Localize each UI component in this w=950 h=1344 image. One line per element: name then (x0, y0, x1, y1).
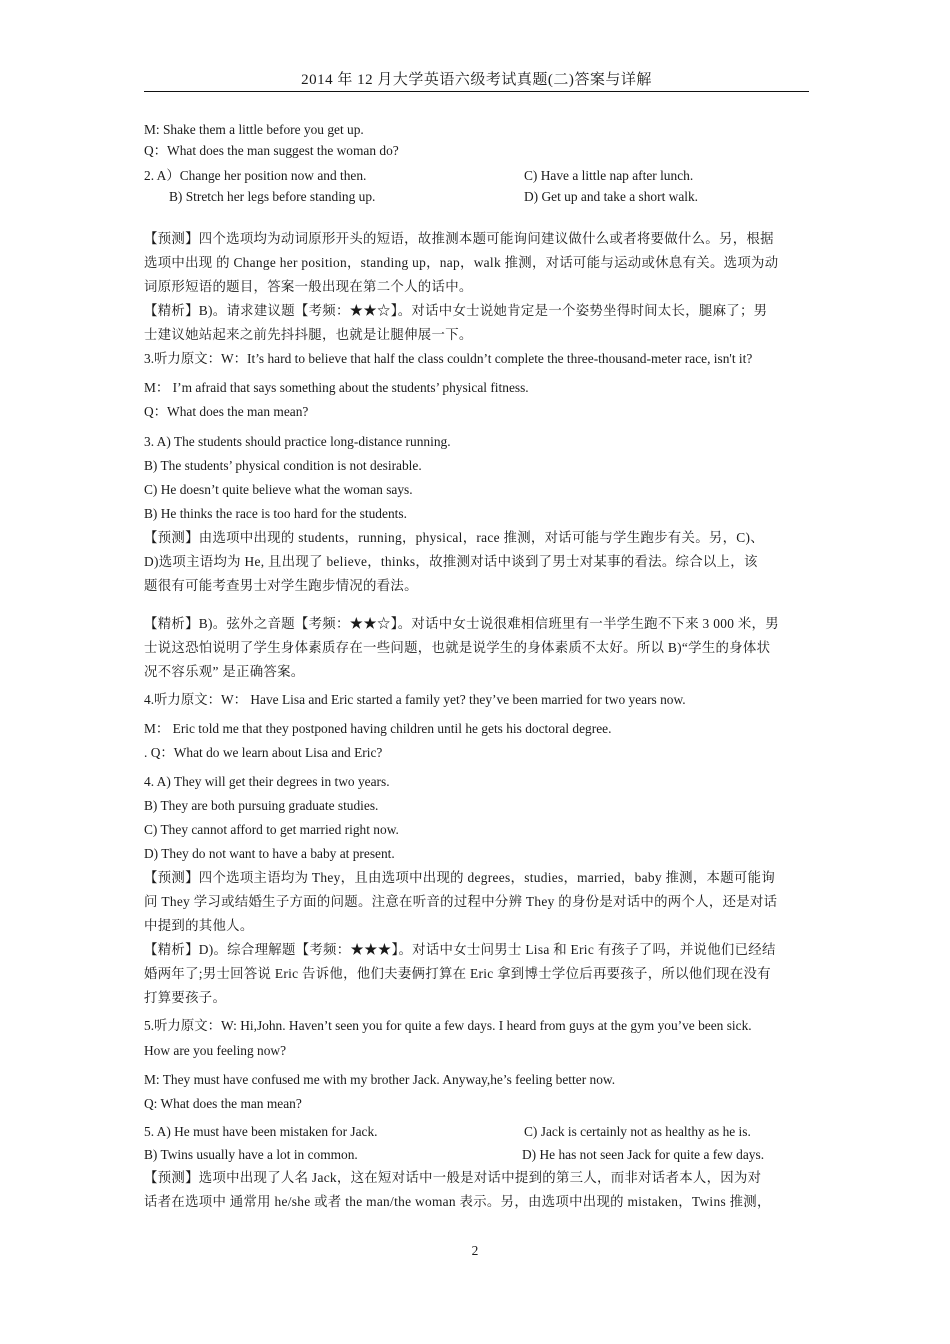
prediction-paragraph: 【预测】四个选项均为动词原形开头的短语，故推测本题可能询问建议做什么或者将要做什么。另，根据 (144, 231, 774, 246)
transcript-line: 3.听力原文：W：It’s hard to believe that half the class couldn’t complete the three-thousand-meter race, isn't it? (144, 351, 753, 366)
option-c: C) They cannot afford to get married right now. (144, 822, 399, 837)
prediction-paragraph: 题很有可能考查男士对学生跑步情况的看法。 (144, 578, 418, 593)
transcript-line: 4.听力原文：W： Have Lisa and Eric started a family yet? they’ve been married for two years now. (144, 692, 686, 707)
option-c: C) He doesn’t quite believe what the woman says. (144, 482, 413, 497)
transcript-line: 5.听力原文：W: Hi,John. Haven’t seen you for quite a few days. I heard from guys at the gym you’ve been sick. (144, 1018, 752, 1033)
prediction-paragraph: 【预测】四个选项主语均为 They，且由选项中出现的 degrees，studies，married，baby 推测，本题可能询 (144, 870, 776, 885)
transcript-line: How are you feeling now? (144, 1043, 287, 1058)
dialogue-line: M： Eric told me that they postponed having children until he gets his doctoral degree. (144, 721, 612, 736)
page-number: 2 (471, 1243, 479, 1258)
analysis-paragraph: 【精析】B)。弦外之音题【考频：★★☆】。对话中女士说很难相信班里有一半学生跑不下来 3 000 米，男 (144, 616, 779, 631)
option-c: C) Have a little nap after lunch. (524, 168, 694, 183)
question-line: Q：What does the man suggest the woman do? (144, 143, 399, 158)
question-line: . Q：What do we learn about Lisa and Eric? (144, 745, 383, 760)
option-a: 2. A）Change her position now and then. (144, 168, 367, 183)
dialogue-line: M： I’m afraid that says something about the students’ physical fitness. (144, 380, 529, 395)
page-header-title: 2014 年 12 月大学英语六级考试真题(二)答案与详解 (301, 72, 652, 88)
option-b: B) Stretch her legs before standing up. (169, 189, 376, 204)
option-a: 3. A) The students should practice long-distance running. (144, 434, 451, 449)
question-line: Q：What does the man mean? (144, 404, 309, 419)
analysis-paragraph: 士说这恐怕说明了学生身体素质存在一些问题，也就是说学生的身体素质不太好。所以 B)“学生的身体状 (144, 640, 771, 655)
question-line: Q: What does the man mean? (144, 1096, 302, 1111)
option-d: D) He has not seen Jack for quite a few days. (522, 1147, 765, 1162)
dialogue-line: M: They must have confused me with my brother Jack. Anyway,he’s feeling better now. (144, 1072, 616, 1087)
prediction-paragraph: 中提到的其他人。 (144, 918, 254, 933)
analysis-paragraph: 【精析】B)。请求建议题【考频：★★☆】。对话中女士说她肯定是一个姿势坐得时间太长，腿麻了；男 (144, 303, 768, 318)
analysis-paragraph: 况不容乐观” 是正确答案。 (144, 664, 305, 679)
option-d: D) They do not want to have a baby at present. (144, 846, 395, 861)
prediction-paragraph: 【预测】由选项中出现的 students，running，physical，race 推测，对话可能与学生跑步有关。另，C)、 (144, 530, 764, 545)
analysis-paragraph: 婚两年了;男士回答说 Eric 告诉他，他们夫妻俩打算在 Eric 拿到博士学位后再要孩子，所以他们现在没有 (144, 966, 771, 981)
option-d: B) He thinks the race is too hard for the students. (144, 506, 407, 521)
option-a: 4. A) They will get their degrees in two years. (144, 774, 390, 789)
prediction-paragraph: 词原形短语的题目，答案一般出现在第二个人的话中。 (144, 279, 473, 294)
option-b: B) Twins usually have a lot in common. (144, 1147, 358, 1162)
analysis-paragraph: 打算要孩子。 (144, 990, 227, 1005)
prediction-paragraph: 问 They 学习或结婚生子方面的问题。注意在听音的过程中分辨 They 的身份是对话中的两个人，还是对话 (144, 894, 778, 909)
option-c: C) Jack is certainly not as healthy as he is. (524, 1124, 751, 1139)
analysis-paragraph: 【精析】D)。综合理解题【考频：★★★】。对话中女士问男士 Lisa 和 Eric 有孩子了吗，并说他们已经结 (144, 942, 776, 957)
prediction-paragraph: 选项中出现 的 Change her position，standing up，nap，walk 推测，对话可能与运动或休息有关。选项为动 (144, 255, 779, 270)
header-rule (144, 91, 809, 92)
analysis-paragraph: 士建议她站起来之前先抖抖腿，也就是让腿伸展一下。 (144, 327, 473, 342)
option-b: B) They are both pursuing graduate studies. (144, 798, 379, 813)
option-b: B) The students’ physical condition is not desirable. (144, 458, 422, 473)
dialogue-line: M: Shake them a little before you get up. (144, 122, 364, 137)
option-a: 5. A) He must have been mistaken for Jack. (144, 1124, 378, 1139)
prediction-paragraph: D)选项主语均为 He, 且出现了 believe，thinks，故推测对话中谈到了男士对某事的看法。综合以上，该 (144, 554, 758, 569)
prediction-paragraph: 话者在选项中 通常用 he/she 或者 the man/the woman 表示。另，由选项中出现的 mistaken，Twins 推测， (144, 1194, 771, 1209)
option-d: D) Get up and take a short walk. (524, 189, 699, 204)
prediction-paragraph: 【预测】选项中出现了人名 Jack，这在短对话中一般是对话中提到的第三人，而非对话者本人，因为对 (144, 1170, 762, 1185)
